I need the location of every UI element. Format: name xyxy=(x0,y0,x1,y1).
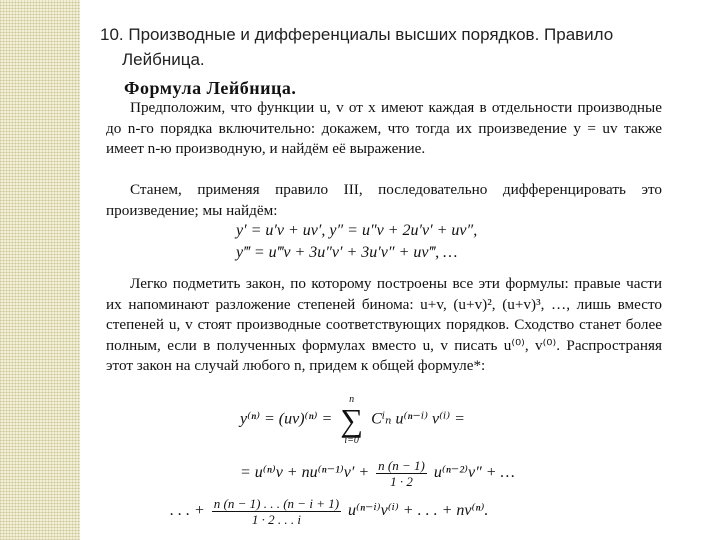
fraction-denominator: 1 · 2 xyxy=(390,474,413,489)
sum-upper-limit: n xyxy=(349,394,355,405)
paragraph-binomial-analogy: Легко подметить закон, по которому построены все эти формулы: правые части их напоминают разложение степеней бинома: u+v, (u+v)², (u+v)³, …, лишь вместо степеней u, v стоят производные соответствующих порядков. Сходство станет более полным, если в полученных формулах вместо u, v писать u⁽⁰⁾, v⁽⁰⁾. Распространяя этот закон на случай любого n, придем к общей формуле*: xyxy=(106,275,662,374)
formula-leibniz-lhs: y⁽ⁿ⁾ = (uv)⁽ⁿ⁾ = xyxy=(240,410,333,428)
formula-leibniz-summand: Cⁱₙ u⁽ⁿ⁻ⁱ⁾ v⁽ⁱ⁾ = xyxy=(371,410,465,428)
decorative-left-band xyxy=(0,0,80,540)
slide-title-line1: 10. Производные и дифференциалы высших порядков. Правило xyxy=(100,25,614,44)
fraction-numerator: n (n − 1) . . . (n − i + 1) xyxy=(213,496,340,511)
formula-expansion-line2 xyxy=(170,496,488,527)
paragraph-assumption: Предположим, что функции u, v от x имеют каждая в отдельности производные до n-го порядка включительно: докажем, что тогда их произведение y = uv также имеет n-ю производную, и найдём её выражение. xyxy=(106,99,662,157)
formula-third-derivative: y‴ = u‴v + 3u″v′ + 3u′v″ + uv‴, … xyxy=(236,244,458,261)
section-heading: Формула Лейбница. xyxy=(124,78,297,98)
fraction-denominator: 1 · 2 . . . i xyxy=(251,512,301,527)
slide-title-line2: Лейбница. xyxy=(122,50,205,69)
sum-lower-limit: i=0 xyxy=(344,435,359,446)
formula-first-derivatives: y′ = u′v + uv′, y″ = u″v + 2u′v′ + uv″, xyxy=(236,222,478,239)
formula-expansion-line1 xyxy=(240,458,515,489)
fraction-numerator: n (n − 1) xyxy=(378,458,425,473)
fraction-general-term xyxy=(212,496,341,527)
fraction-second-term xyxy=(376,458,427,489)
expansion-line2-end: u⁽ⁿ⁻ⁱ⁾v⁽ⁱ⁾ + . . . + nv⁽ⁿ⁾. xyxy=(348,502,489,520)
formula-leibniz-general xyxy=(240,394,465,446)
summation-sign xyxy=(340,394,363,446)
expansion-line1-start: = u⁽ⁿ⁾v + nu⁽ⁿ⁻¹⁾v′ + xyxy=(240,464,370,482)
expansion-line2-start: . . . + xyxy=(170,502,205,520)
sigma-icon: ∑ xyxy=(340,402,364,438)
slide-title xyxy=(100,22,700,72)
expansion-line1-end: u⁽ⁿ⁻²⁾v″ + … xyxy=(433,464,515,482)
paragraph-differentiate: Станем, применяя правило III, последовательно дифференцировать это произведение; мы найдём: xyxy=(106,181,662,219)
